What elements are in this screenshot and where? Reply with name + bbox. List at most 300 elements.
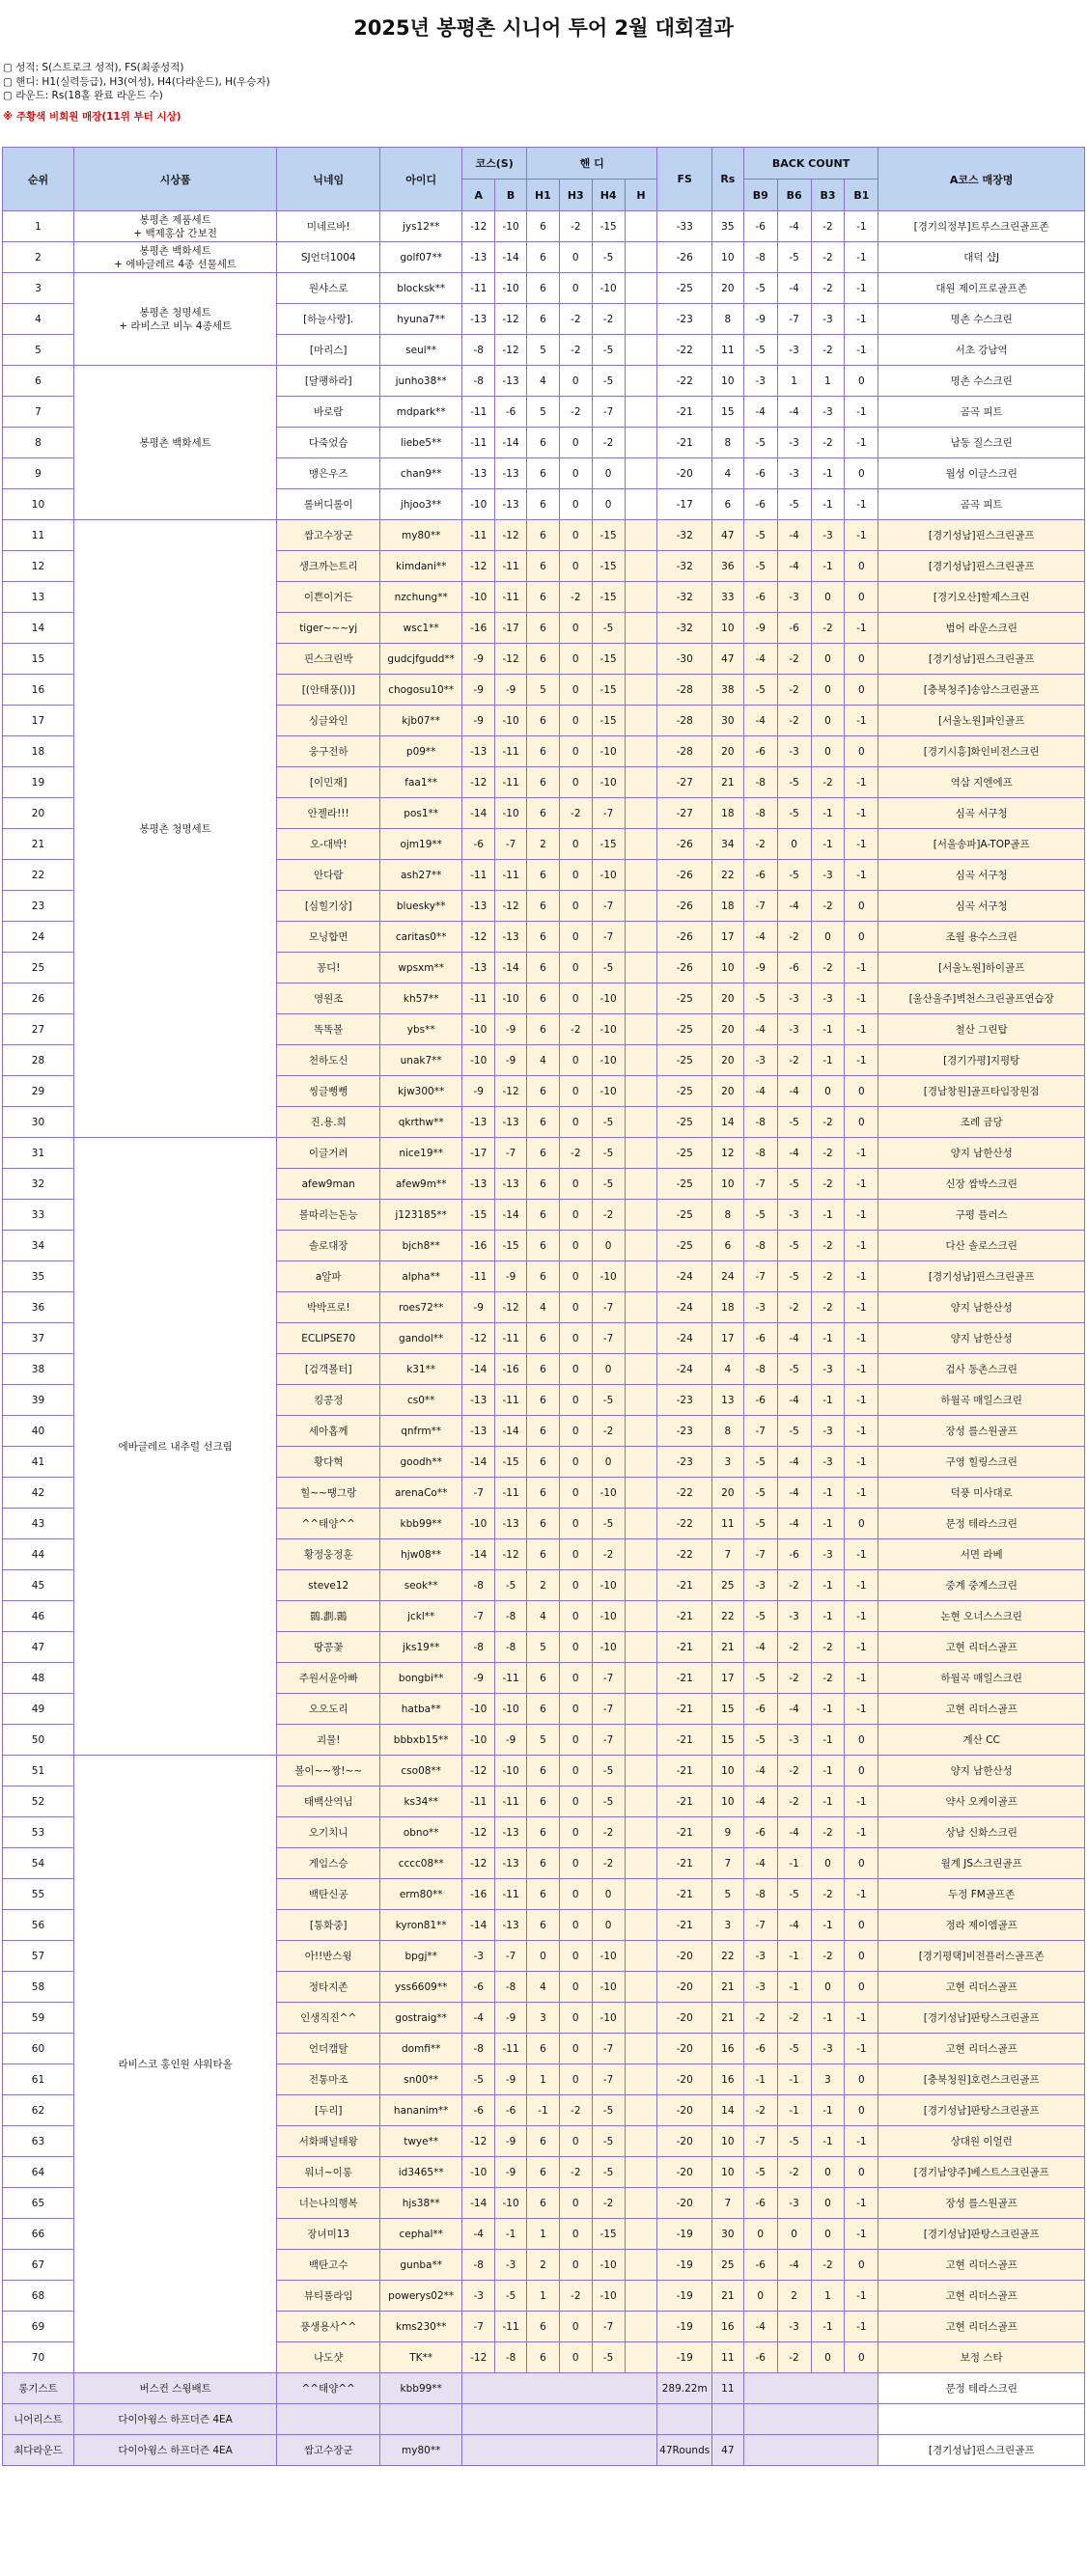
b6-cell: -1 — [777, 1972, 811, 2003]
nickname-cell: 영원조 — [277, 983, 380, 1014]
b6-cell: -4 — [777, 273, 811, 304]
b9-cell: -6 — [743, 1817, 777, 1848]
h-cell — [625, 2342, 657, 2373]
course-a-cell: -14 — [462, 1910, 495, 1941]
store-cell: 심곡 서구청 — [878, 891, 1085, 922]
rs-cell: 18 — [711, 798, 743, 829]
nickname-cell: 오-대박! — [277, 829, 380, 860]
b3-cell: -1 — [811, 1509, 845, 1539]
fs-cell: -25 — [657, 1014, 711, 1045]
fs-cell: -23 — [657, 1416, 711, 1447]
h1-cell: 6 — [526, 1910, 559, 1941]
store-cell: [경기시흥]화인비전스크린 — [878, 736, 1085, 767]
award-empty — [743, 2435, 878, 2466]
h-cell — [625, 1323, 657, 1354]
b9-cell: -5 — [743, 1601, 777, 1632]
store-cell: [경기평택]비전플러스골프존 — [878, 1941, 1085, 1972]
fs-cell: -26 — [657, 860, 711, 891]
rank-cell: 43 — [3, 1509, 74, 1539]
nickname-cell: 박박프로! — [277, 1292, 380, 1323]
rs-cell: 22 — [711, 1601, 743, 1632]
h1-cell: 6 — [526, 1817, 559, 1848]
b6-cell: -5 — [777, 489, 811, 520]
course-a-cell: -10 — [462, 582, 495, 613]
h-cell — [625, 1817, 657, 1848]
h4-cell: -10 — [592, 767, 625, 798]
b9-cell: -4 — [743, 1632, 777, 1663]
nickname-cell: 오오도리 — [277, 1694, 380, 1725]
b1-cell: -1 — [845, 1478, 878, 1509]
course-b-cell: -12 — [495, 304, 527, 335]
b9-cell: -7 — [743, 1539, 777, 1570]
b3-cell: -1 — [811, 1570, 845, 1601]
h4-cell: -5 — [592, 1756, 625, 1787]
legend-handicap: ▢ 핸디: H1(실력등급), H3(여성), H4(다라운드), H(우승자) — [3, 75, 270, 88]
h1-cell: -1 — [526, 2095, 559, 2126]
h-cell — [625, 1447, 657, 1478]
store-cell: [서울노원]하이골프 — [878, 953, 1085, 983]
course-a-cell: -7 — [462, 1478, 495, 1509]
prize-cell — [73, 211, 276, 242]
h-cell — [625, 922, 657, 953]
id-cell: bjch8** — [380, 1231, 462, 1261]
h1-cell: 6 — [526, 1509, 559, 1539]
h3-cell: 0 — [559, 1663, 592, 1694]
b6-cell: 2 — [777, 2281, 811, 2312]
id-cell: kimdani** — [380, 551, 462, 582]
course-a-cell: -11 — [462, 273, 495, 304]
b6-cell: -2 — [777, 675, 811, 706]
h-cell — [625, 644, 657, 675]
rank-cell: 13 — [3, 582, 74, 613]
store-cell: 장성 를스원골프 — [878, 2188, 1085, 2219]
h1-cell: 6 — [526, 1354, 559, 1385]
h-cell — [625, 1292, 657, 1323]
nickname-cell: 킹콩정 — [277, 1385, 380, 1416]
b9-cell: 0 — [743, 2219, 777, 2250]
b3-cell: -2 — [811, 242, 845, 273]
b3-cell: 0 — [811, 706, 845, 736]
b9-cell: -7 — [743, 1910, 777, 1941]
b3-cell: -3 — [811, 397, 845, 428]
h3-cell: 0 — [559, 273, 592, 304]
store-cell: 다산 솔로스크린 — [878, 1231, 1085, 1261]
b6-cell: -2 — [777, 2342, 811, 2373]
store-cell: 서초 강남역 — [878, 335, 1085, 366]
b6-cell: -2 — [777, 1663, 811, 1694]
h-cell — [625, 2034, 657, 2064]
store-cell: 하월곡 매일스크린 — [878, 1663, 1085, 1694]
id-cell: kh57** — [380, 983, 462, 1014]
h4-cell: -15 — [592, 675, 625, 706]
nickname-cell: 솔로대장 — [277, 1231, 380, 1261]
store-cell: 상남 신화스크린 — [878, 1817, 1085, 1848]
store-cell: [경기가평]지평탕 — [878, 1045, 1085, 1076]
h-cell — [625, 1416, 657, 1447]
rank-cell: 12 — [3, 551, 74, 582]
b6-cell: -1 — [777, 1848, 811, 1879]
rank-cell: 6 — [3, 366, 74, 397]
nickname-cell: 나도샷 — [277, 2342, 380, 2373]
h1-cell: 0 — [526, 1941, 559, 1972]
h4-cell: 0 — [592, 489, 625, 520]
h3-cell: 0 — [559, 1570, 592, 1601]
store-cell: 검사 동촌스크린 — [878, 1354, 1085, 1385]
header-b3: B3 — [811, 180, 845, 211]
b6-cell: -4 — [777, 1478, 811, 1509]
course-a-cell: -10 — [462, 2157, 495, 2188]
h4-cell: -10 — [592, 1570, 625, 1601]
b3-cell: -1 — [811, 1045, 845, 1076]
course-b-cell: -11 — [495, 582, 527, 613]
b3-cell: -1 — [811, 1725, 845, 1756]
header-h3: H3 — [559, 180, 592, 211]
fs-cell: -21 — [657, 1879, 711, 1910]
course-b-cell: -9 — [495, 675, 527, 706]
b9-cell: -5 — [743, 428, 777, 458]
course-a-cell: -8 — [462, 1632, 495, 1663]
b6-cell: -6 — [777, 953, 811, 983]
rank-cell: 70 — [3, 2342, 74, 2373]
h1-cell: 5 — [526, 397, 559, 428]
rs-cell: 21 — [711, 1972, 743, 2003]
rs-cell: 18 — [711, 891, 743, 922]
h1-cell: 4 — [526, 1972, 559, 2003]
b1-cell: -1 — [845, 1261, 878, 1292]
b3-cell: -1 — [811, 1756, 845, 1787]
h3-cell: 0 — [559, 2064, 592, 2095]
id-cell: kbb99** — [380, 1509, 462, 1539]
h-cell — [625, 1972, 657, 2003]
rs-cell: 15 — [711, 1694, 743, 1725]
h3-cell: -2 — [559, 2157, 592, 2188]
id-cell: hananim** — [380, 2095, 462, 2126]
store-cell: 대원 제이프로골프존 — [878, 273, 1085, 304]
h1-cell: 6 — [526, 1169, 559, 1200]
b1-cell: -1 — [845, 1447, 878, 1478]
rs-cell: 14 — [711, 1107, 743, 1138]
h3-cell: 0 — [559, 2312, 592, 2342]
b9-cell: -8 — [743, 1354, 777, 1385]
store-cell: 고현 리더스골프 — [878, 1632, 1085, 1663]
b9-cell: -4 — [743, 1787, 777, 1817]
rank-cell: 10 — [3, 489, 74, 520]
h1-cell: 6 — [526, 1663, 559, 1694]
id-cell: arenaCo** — [380, 1478, 462, 1509]
nickname-cell: 생크까는트리 — [277, 551, 380, 582]
h4-cell: -2 — [592, 2188, 625, 2219]
fs-cell: -21 — [657, 1756, 711, 1787]
h-cell — [625, 675, 657, 706]
rank-cell: 23 — [3, 891, 74, 922]
id-cell: gandol** — [380, 1323, 462, 1354]
h1-cell: 6 — [526, 1107, 559, 1138]
h4-cell: -5 — [592, 242, 625, 273]
id-cell: wpsxm** — [380, 953, 462, 983]
h4-cell: -2 — [592, 1848, 625, 1879]
header-b9: B9 — [743, 180, 777, 211]
fs-cell: -20 — [657, 2064, 711, 2095]
b1-cell: -1 — [845, 1817, 878, 1848]
b6-cell: -5 — [777, 242, 811, 273]
b9-cell: -5 — [743, 1200, 777, 1231]
nickname-cell: 장녀미13 — [277, 2219, 380, 2250]
b9-cell: -4 — [743, 922, 777, 953]
b3-cell: -3 — [811, 1354, 845, 1385]
h-cell — [625, 1261, 657, 1292]
fs-cell: -24 — [657, 1323, 711, 1354]
rank-cell: 51 — [3, 1756, 74, 1787]
b6-cell: -5 — [777, 2126, 811, 2157]
h1-cell: 6 — [526, 1323, 559, 1354]
rank-cell: 33 — [3, 1200, 74, 1231]
course-b-cell: -15 — [495, 1447, 527, 1478]
b9-cell: -7 — [743, 2126, 777, 2157]
fs-cell: -21 — [657, 1570, 711, 1601]
b9-cell: -5 — [743, 1447, 777, 1478]
b9-cell: -5 — [743, 273, 777, 304]
rank-cell: 21 — [3, 829, 74, 860]
h4-cell: 0 — [592, 458, 625, 489]
fs-cell: -22 — [657, 1539, 711, 1570]
id-cell: my80** — [380, 520, 462, 551]
b1-cell: 0 — [845, 1107, 878, 1138]
h3-cell: 0 — [559, 458, 592, 489]
b6-cell: -5 — [777, 1261, 811, 1292]
id-cell: junho38** — [380, 366, 462, 397]
course-b-cell: -7 — [495, 1138, 527, 1169]
b1-cell: -1 — [845, 1323, 878, 1354]
nickname-cell: 미네르바! — [277, 211, 380, 242]
course-a-cell: -11 — [462, 1261, 495, 1292]
id-cell: ojm19** — [380, 829, 462, 860]
h1-cell: 2 — [526, 1570, 559, 1601]
fs-cell: -20 — [657, 458, 711, 489]
id-cell: cccc08** — [380, 1848, 462, 1879]
rs-cell: 35 — [711, 211, 743, 242]
b3-cell: -2 — [811, 953, 845, 983]
b1-cell: -1 — [845, 613, 878, 644]
rank-cell: 35 — [3, 1261, 74, 1292]
b3-cell: -2 — [811, 1292, 845, 1323]
award-id: my80** — [380, 2435, 462, 2466]
rs-cell: 21 — [711, 767, 743, 798]
rs-cell: 17 — [711, 1323, 743, 1354]
h-cell — [625, 273, 657, 304]
table-row — [3, 211, 1085, 242]
b6-cell: -5 — [777, 798, 811, 829]
b1-cell: 0 — [845, 2157, 878, 2188]
h4-cell: -5 — [592, 1787, 625, 1817]
b9-cell: -2 — [743, 2003, 777, 2034]
prize-line: 에바글레르 내추럴 선크림 — [118, 1440, 233, 1453]
b9-cell: -3 — [743, 1972, 777, 2003]
course-b-cell: -14 — [495, 953, 527, 983]
h4-cell: -10 — [592, 2003, 625, 2034]
fs-cell: -25 — [657, 273, 711, 304]
h4-cell: -7 — [592, 1292, 625, 1323]
b1-cell: -1 — [845, 489, 878, 520]
b1-cell: 0 — [845, 1756, 878, 1787]
b9-cell: -5 — [743, 2157, 777, 2188]
nickname-cell: [(안태풍())] — [277, 675, 380, 706]
rs-cell: 5 — [711, 1879, 743, 1910]
h1-cell: 6 — [526, 520, 559, 551]
course-b-cell: -9 — [495, 1045, 527, 1076]
b9-cell: -5 — [743, 1725, 777, 1756]
fs-cell: -23 — [657, 1385, 711, 1416]
rank-cell: 3 — [3, 273, 74, 304]
store-cell: 구영 힐링스크린 — [878, 1447, 1085, 1478]
h3-cell: 0 — [559, 1694, 592, 1725]
h1-cell: 6 — [526, 582, 559, 613]
fs-cell: -26 — [657, 829, 711, 860]
special-awards — [3, 2373, 1085, 2466]
b9-cell: -1 — [743, 2064, 777, 2095]
h3-cell: 0 — [559, 551, 592, 582]
prize-cell — [73, 242, 276, 273]
rank-cell: 8 — [3, 428, 74, 458]
b9-cell: -4 — [743, 1756, 777, 1787]
rs-cell: 16 — [711, 2034, 743, 2064]
store-cell: 구평 플러스 — [878, 1200, 1085, 1231]
b9-cell: -4 — [743, 644, 777, 675]
b9-cell: -9 — [743, 613, 777, 644]
b1-cell: 0 — [845, 366, 878, 397]
b6-cell: -2 — [777, 644, 811, 675]
rs-cell: 22 — [711, 860, 743, 891]
b3-cell: 0 — [811, 2219, 845, 2250]
nickname-cell: 싱글와인 — [277, 706, 380, 736]
b9-cell: -6 — [743, 860, 777, 891]
b1-cell: 0 — [845, 736, 878, 767]
h4-cell: -15 — [592, 644, 625, 675]
course-a-cell: -9 — [462, 1663, 495, 1694]
h-cell — [625, 1014, 657, 1045]
b3-cell: -2 — [811, 1138, 845, 1169]
id-cell: hjw08** — [380, 1539, 462, 1570]
rank-cell: 38 — [3, 1354, 74, 1385]
b1-cell: -1 — [845, 2312, 878, 2342]
fs-cell: -21 — [657, 1848, 711, 1879]
h3-cell: 0 — [559, 922, 592, 953]
b1-cell: 0 — [845, 551, 878, 582]
b1-cell: 0 — [845, 2342, 878, 2373]
h3-cell: 0 — [559, 644, 592, 675]
b9-cell: -4 — [743, 1076, 777, 1107]
course-a-cell: -13 — [462, 1416, 495, 1447]
b6-cell: -6 — [777, 1539, 811, 1570]
course-b-cell: -12 — [495, 644, 527, 675]
b1-cell: 0 — [845, 1509, 878, 1539]
h-cell — [625, 1539, 657, 1570]
rs-cell: 25 — [711, 1570, 743, 1601]
h4-cell: -10 — [592, 983, 625, 1014]
rank-cell: 20 — [3, 798, 74, 829]
b6-cell: -3 — [777, 736, 811, 767]
h-cell — [625, 613, 657, 644]
award-label: 롱기스트 — [3, 2373, 74, 2404]
h4-cell: -5 — [592, 1138, 625, 1169]
course-b-cell: -11 — [495, 736, 527, 767]
rank-cell: 32 — [3, 1169, 74, 1200]
h-cell — [625, 736, 657, 767]
id-cell: bongbi** — [380, 1663, 462, 1694]
h1-cell: 6 — [526, 211, 559, 242]
rank-cell: 48 — [3, 1663, 74, 1694]
prize-line: 봉평촌 백화세트 — [139, 244, 211, 257]
rank-cell: 69 — [3, 2312, 74, 2342]
b6-cell: -3 — [777, 1601, 811, 1632]
id-cell: roes72** — [380, 1292, 462, 1323]
award-prize: 다이아윙스 하프더즌 4EA — [73, 2435, 276, 2466]
nickname-cell: 전통마조 — [277, 2064, 380, 2095]
store-cell: 약사 오케이골프 — [878, 1787, 1085, 1817]
h3-cell: 0 — [559, 891, 592, 922]
h4-cell: 0 — [592, 1447, 625, 1478]
h4-cell: -10 — [592, 860, 625, 891]
rank-cell: 5 — [3, 335, 74, 366]
b9-cell: -5 — [743, 1663, 777, 1694]
h3-cell: 0 — [559, 860, 592, 891]
b3-cell: -1 — [811, 1014, 845, 1045]
b1-cell: -1 — [845, 1663, 878, 1694]
h4-cell: -2 — [592, 1539, 625, 1570]
course-b-cell: -10 — [495, 1694, 527, 1725]
h1-cell: 3 — [526, 2003, 559, 2034]
b1-cell: 0 — [845, 2095, 878, 2126]
rs-cell: 13 — [711, 1385, 743, 1416]
course-a-cell: -14 — [462, 1354, 495, 1385]
store-cell: 문정 테라스크린 — [878, 1509, 1085, 1539]
h1-cell: 6 — [526, 2126, 559, 2157]
id-cell: jckl** — [380, 1601, 462, 1632]
course-b-cell: -12 — [495, 891, 527, 922]
b3-cell: -1 — [811, 2126, 845, 2157]
course-a-cell: -6 — [462, 2095, 495, 2126]
header-b1: B1 — [845, 180, 878, 211]
course-b-cell: -5 — [495, 1570, 527, 1601]
h-cell — [625, 1632, 657, 1663]
award-store: [경기성남]핀스크린골프 — [878, 2435, 1085, 2466]
award-id: kbb99** — [380, 2373, 462, 2404]
store-cell: 양지 남한산성 — [878, 1292, 1085, 1323]
b3-cell: 0 — [811, 1972, 845, 2003]
course-b-cell: -10 — [495, 2188, 527, 2219]
course-a-cell: -8 — [462, 335, 495, 366]
header-h: H — [625, 180, 657, 211]
nickname-cell: SJ언더1004 — [277, 242, 380, 273]
b6-cell: -4 — [777, 1447, 811, 1478]
store-cell: 상대원 이얼런 — [878, 2126, 1085, 2157]
rank-cell: 19 — [3, 767, 74, 798]
h-cell — [625, 1910, 657, 1941]
rs-cell: 21 — [711, 2281, 743, 2312]
header-b6: B6 — [777, 180, 811, 211]
h-cell — [625, 2188, 657, 2219]
course-b-cell: -9 — [495, 1261, 527, 1292]
store-cell: [울산울주]벽천스크린골프연습장 — [878, 983, 1085, 1014]
nickname-cell: a알파 — [277, 1261, 380, 1292]
course-b-cell: -10 — [495, 273, 527, 304]
course-b-cell: -11 — [495, 767, 527, 798]
rs-cell: 3 — [711, 1447, 743, 1478]
course-a-cell: -13 — [462, 458, 495, 489]
h1-cell: 4 — [526, 366, 559, 397]
b6-cell: -5 — [777, 1231, 811, 1261]
b9-cell: -6 — [743, 1323, 777, 1354]
nickname-cell: [하늘사랑]. — [277, 304, 380, 335]
